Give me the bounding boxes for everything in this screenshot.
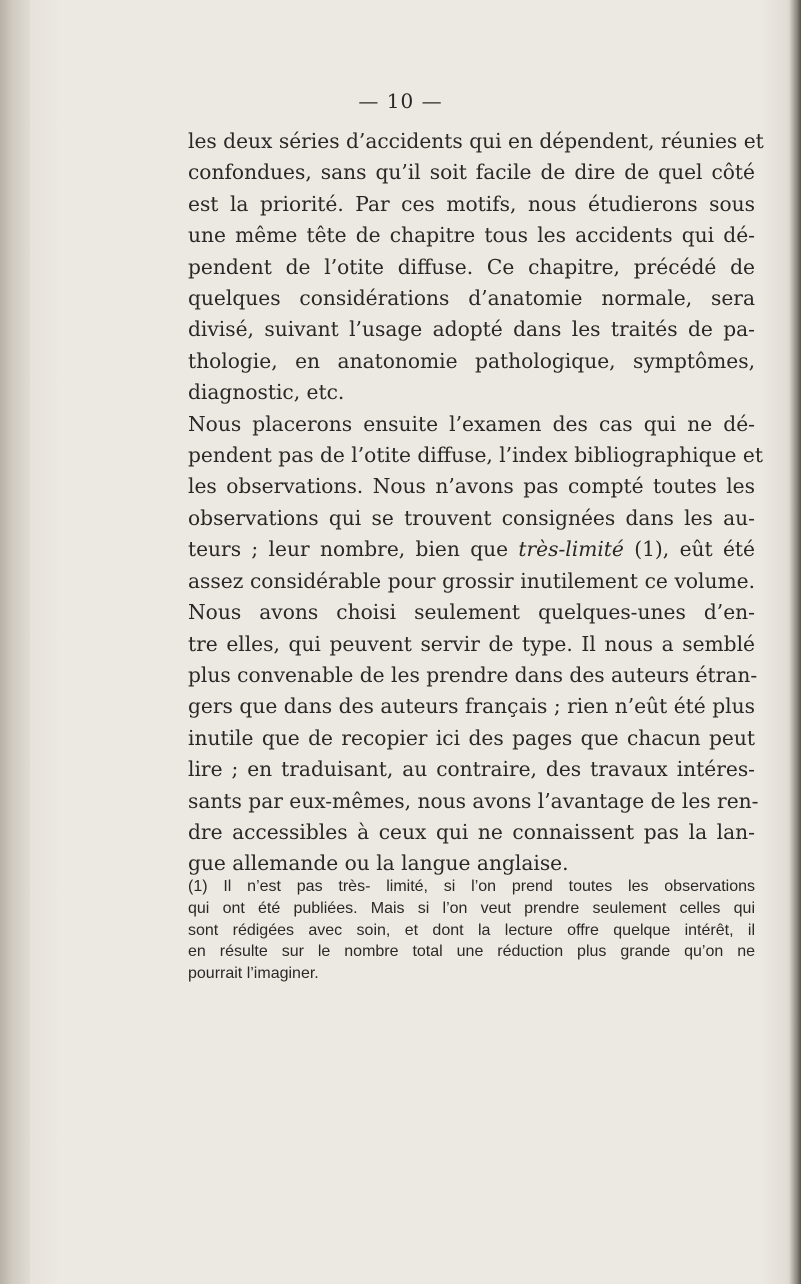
body-line: est la priorité. Par ces motifs, nous étudierons sous — [188, 191, 755, 216]
page-number: — 10 — — [358, 89, 443, 113]
body-line: gue allemande ou la langue anglaise. — [188, 851, 569, 876]
body-line: plus convenable de les prendre dans des auteurs étran- — [188, 662, 758, 687]
page-right-edge — [789, 0, 801, 1284]
body-line: Nous avons choisi seulement quelques-unes d’en- — [188, 600, 755, 625]
footnote-line: sont rédigées avec soin, et dont la lecture offre quelque intérêt, il — [188, 921, 755, 939]
body-line: Nous placerons ensuite l’examen des cas qui ne dé- — [188, 411, 755, 436]
body-line: quelques considérations d’anatomie normale, sera — [188, 286, 755, 311]
body-line: pendent pas de l’otite diffuse, l’index bibliographique et — [188, 443, 763, 468]
italic-phrase: très-limité — [518, 537, 624, 562]
body-line: dre accessibles à ceux qui ne connaissent pas la lan- — [188, 819, 755, 844]
body-line: lire ; en traduisant, au contraire, des travaux intéres- — [188, 757, 755, 782]
body-line-start: teurs ; leur nombre, bien que — [188, 537, 519, 562]
body-line: assez considérable pour grossir inutilement ce volume. — [188, 568, 755, 593]
body-line: thologie, en anatonomie pathologique, symptômes, — [188, 348, 755, 373]
body-line: confondues, sans qu’il soit facile de dire de quel côté — [188, 160, 755, 185]
body-line: diagnostic, etc. — [188, 380, 345, 405]
body-line: pendent de l’otite diffuse. Ce chapitre, précédé de — [188, 254, 755, 279]
body-line: les observations. Nous n’avons pas compté toutes les — [188, 474, 755, 499]
body-line: gers que dans des auteurs français ; rien n’eût été plus — [188, 694, 755, 719]
page-gutter-shadow — [0, 0, 30, 1284]
body-line-with-italic — [188, 534, 755, 565]
footnote — [188, 876, 755, 985]
body-line: observations qui se trouvent consignées dans les au- — [188, 505, 755, 530]
body-line: sants par eux-mêmes, nous avons l’avantage de les ren- — [188, 788, 759, 813]
footnote-line: qui ont été publiées. Mais si l’on veut prendre seulement celles qui — [188, 899, 755, 917]
footnote-line: en résulte sur le nombre total une réduction plus grande qu’on ne — [188, 943, 755, 961]
body-line: tre elles, qui peuvent servir de type. Il nous a semblé — [188, 631, 755, 656]
footnote-line: (1) Il n’est pas très- limité, si l’on prend toutes les observations — [188, 878, 755, 895]
body-text — [188, 126, 764, 880]
body-line: une même tête de chapitre tous les accidents qui dé- — [188, 223, 755, 248]
body-line: inutile que de recopier ici des pages que chacun peut — [188, 725, 755, 750]
footnote-line: pourrait l’imaginer. — [188, 965, 319, 983]
body-line: divisé, suivant l’usage adopté dans les traités de pa- — [188, 317, 755, 342]
body-line-tail: (1), eût été — [623, 537, 755, 562]
body-line: les deux séries d’accidents qui en dépendent, réunies et — [188, 129, 764, 153]
